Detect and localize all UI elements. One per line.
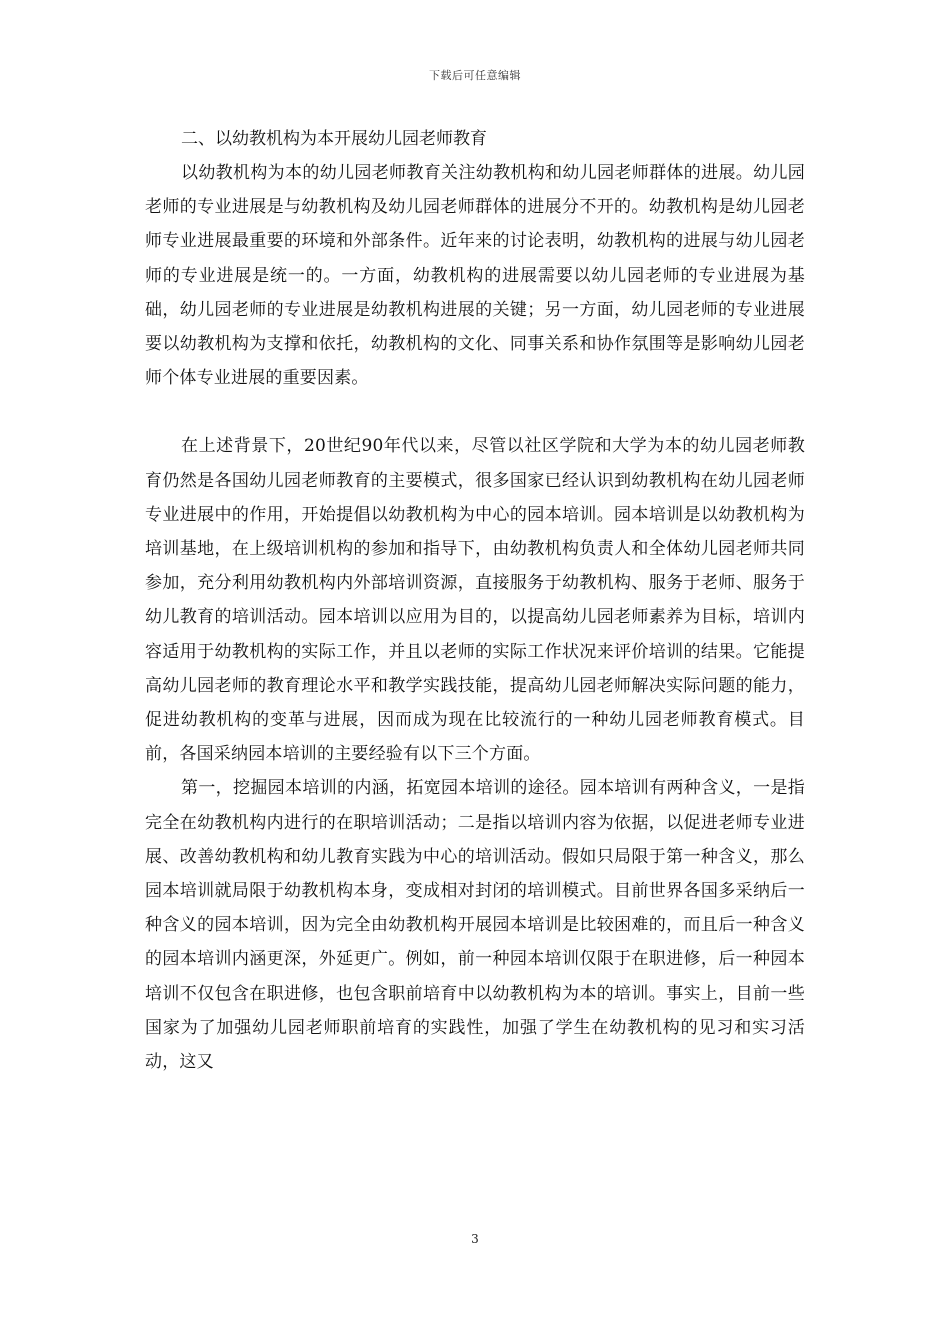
paragraph-1: 以幼教机构为本的幼儿园老师教育关注幼教机构和幼儿园老师群体的进展。幼儿园老师的专业进展是与幼教机构及幼儿园老师群体的进展分不开的。幼教机构是幼儿园老师专业进展最重要的环境和外部条件。近年来的讨论表明，幼教机构的进展与幼儿园老师的专业进展是统一的。一方面，幼教机构的进展需要以幼儿园老师的专业进展为基础，幼儿园老师的专业进展是幼教机构进展的关键；另一方面，幼儿园老师的专业进展要以幼教机构为支撑和依托，幼教机构的文化、同事关系和协作氛围等是影响幼儿园老师个体专业进展的重要因素。 bbox=[145, 163, 805, 389]
paragraph-3: 第一，挖掘园本培训的内涵，拓宽园本培训的途径。园本培训有两种含义，一是指完全在幼教机构内进行的在职培训活动；二是指以培训内容为依据，以促进老师专业进展、改善幼教机构和幼儿教育实践为中心的培训活动。假如只局限于第一种含义，那么园本培训就局限于幼教机构本身，变成相对封闭的培训模式。目前世界各国多采纳后一种含义的园本培训，因为完全由幼教机构开展园本培训是比较困难的，而且后一种含义的园本培训内涵更深，外延更广。例如，前一种园本培训仅限于在职进修，后一种园本培训不仅包含在职进修，也包含职前培育中以幼教机构为本的培训。事实上，目前一些国家为了加强幼儿园老师职前培育的实践性，加强了学生在幼教机构的见习和实习活动，这又 bbox=[145, 778, 805, 1073]
section-heading: 二、以幼教机构为本开展幼儿园老师教育 bbox=[181, 129, 487, 149]
document-body bbox=[145, 122, 805, 1079]
paragraph-gap bbox=[145, 395, 805, 429]
paragraph-2: 在上述背景下，20世纪90年代以来，尽管以社区学院和大学为本的幼儿园老师教育仍然是各国幼儿园老师教育的主要模式，很多国家已经认识到幼教机构在幼儿园老师专业进展中的作用，开始提倡以幼教机构为中心的园本培训。园本培训是以幼教机构为培训基地，在上级培训机构的参加和指导下，由幼教机构负责人和全体幼儿园老师共同参加，充分利用幼教机构内外部培训资源，直接服务于幼教机构、服务于老师、服务于幼儿教育的培训活动。园本培训以应用为目的，以提高幼儿园老师素养为目标，培训内容适用于幼教机构的实际工作，并且以老师的实际工作状况来评价培训的结果。它能提高幼儿园老师的教育理论水平和教学实践技能，提高幼儿园老师解决实际问题的能力，促进幼教机构的变革与进展，因而成为现在比较流行的一种幼儿园老师教育模式。目前，各国采纳园本培训的主要经验有以下三个方面。 bbox=[145, 436, 805, 765]
page-header: 下载后可任意编辑 bbox=[429, 69, 521, 82]
page-number: 3 bbox=[471, 1232, 479, 1246]
